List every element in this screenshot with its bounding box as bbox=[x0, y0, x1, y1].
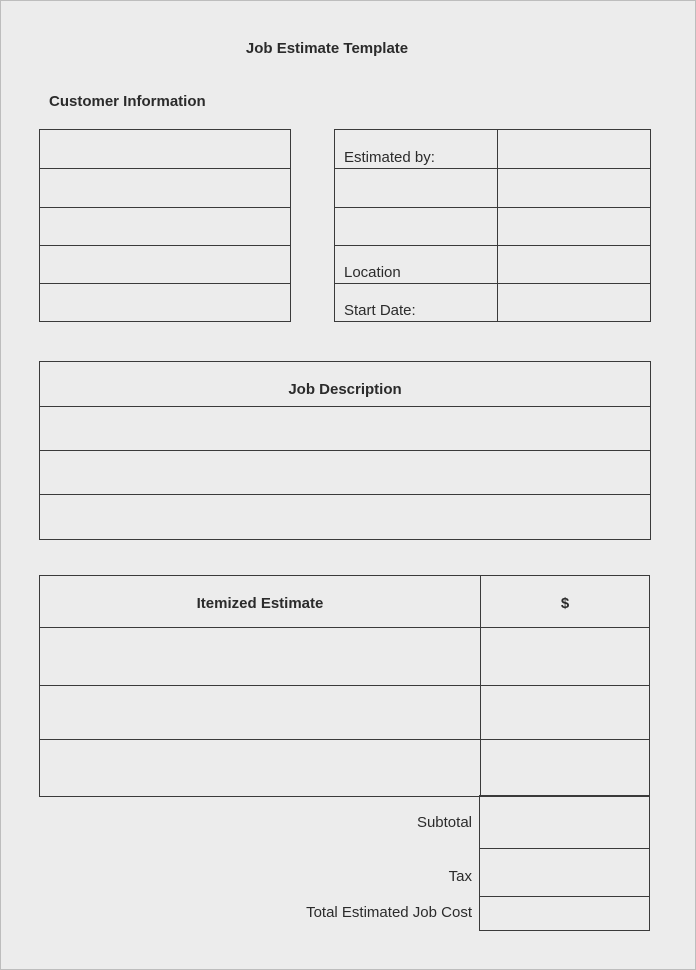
subtotal-field[interactable] bbox=[480, 796, 649, 848]
tax-label: Tax bbox=[448, 868, 472, 885]
customer-field-5[interactable] bbox=[40, 284, 290, 321]
job-description-line-3[interactable] bbox=[40, 495, 650, 539]
customer-info-table bbox=[39, 129, 291, 322]
item-description-1[interactable] bbox=[40, 628, 480, 685]
estimated-by-field[interactable] bbox=[498, 130, 650, 168]
start-date-field[interactable] bbox=[498, 284, 650, 321]
item-description-3[interactable] bbox=[40, 740, 480, 796]
estimate-info-table bbox=[334, 129, 651, 322]
estimated-by-label: Estimated by: bbox=[344, 149, 435, 166]
estimate-extra-field-2[interactable] bbox=[498, 208, 650, 245]
totals-table bbox=[479, 795, 650, 931]
total-cost-field[interactable] bbox=[480, 897, 649, 930]
customer-field-3[interactable] bbox=[40, 208, 290, 245]
customer-field-1[interactable] bbox=[40, 130, 290, 168]
estimate-extra-field-1[interactable] bbox=[498, 169, 650, 207]
location-field[interactable] bbox=[498, 246, 650, 283]
subtotal-label: Subtotal bbox=[416, 814, 472, 831]
customer-field-4[interactable] bbox=[40, 246, 290, 283]
itemized-estimate-header: Itemized Estimate bbox=[196, 595, 324, 612]
item-amount-2[interactable] bbox=[481, 686, 649, 739]
document-title: Job Estimate Template bbox=[245, 40, 409, 57]
item-amount-3[interactable] bbox=[481, 740, 649, 796]
customer-information-heading: Customer Information bbox=[49, 93, 206, 110]
item-description-2[interactable] bbox=[40, 686, 480, 739]
tax-field[interactable] bbox=[480, 849, 649, 896]
job-description-line-2[interactable] bbox=[40, 451, 650, 494]
itemized-estimate-table bbox=[39, 575, 650, 797]
customer-field-2[interactable] bbox=[40, 169, 290, 207]
start-date-label: Start Date: bbox=[344, 302, 416, 319]
item-amount-1[interactable] bbox=[481, 628, 649, 685]
job-description-header: Job Description bbox=[288, 381, 402, 398]
job-description-line-1[interactable] bbox=[40, 407, 650, 450]
location-label: Location bbox=[344, 264, 401, 281]
total-cost-label: Total Estimated Job Cost bbox=[306, 904, 472, 921]
job-description-table bbox=[39, 361, 651, 540]
amount-header: $ bbox=[560, 595, 570, 612]
